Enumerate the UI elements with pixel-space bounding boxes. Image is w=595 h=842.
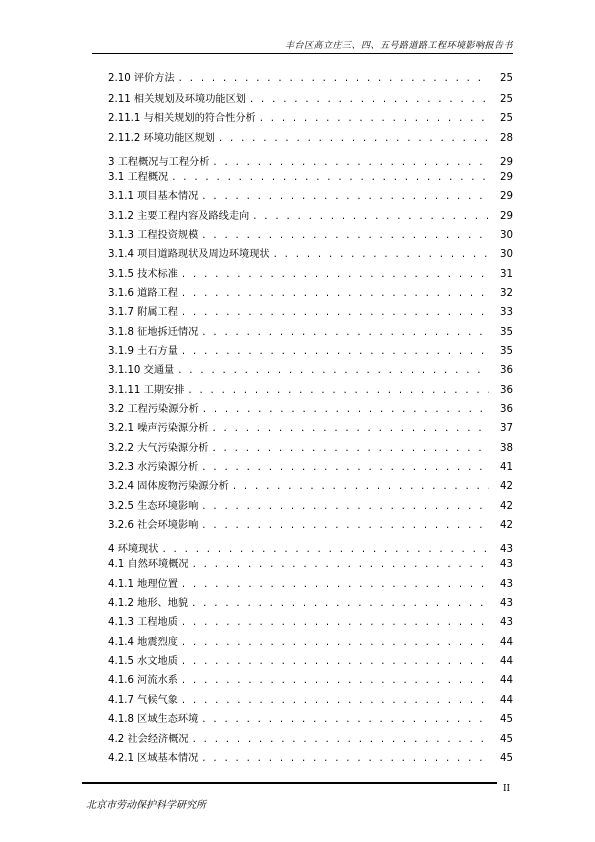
toc-entry-page: 44	[500, 675, 513, 686]
toc-entry-page: 42	[500, 520, 513, 531]
toc-leader-dots	[253, 210, 489, 224]
toc-entry-title: 3.1.2 主要工程内容及路线走向	[108, 211, 250, 222]
toc-leader-dots	[182, 616, 489, 630]
toc-entry-page: 35	[500, 327, 513, 338]
toc-leader-dots	[202, 713, 489, 727]
toc-entry[interactable]	[108, 112, 513, 126]
toc-entry-title: 3.2.2 大气污染源分析	[108, 443, 209, 454]
footer-organization: 北京市劳动保护科学研究所	[86, 800, 206, 811]
toc-entry-page: 42	[500, 501, 513, 512]
toc-entry[interactable]	[108, 229, 513, 243]
toc-entry-page: 32	[500, 288, 513, 299]
toc-entry[interactable]	[108, 190, 513, 204]
toc-leader-dots	[274, 248, 489, 262]
toc-entry-page: 43	[500, 598, 513, 609]
toc-entry-title: 3.1.4 项目道路现状及周边环境现状	[108, 249, 270, 260]
toc-leader-dots	[202, 752, 489, 766]
toc-entry-title: 3.2.3 水污染源分析	[108, 462, 199, 473]
toc-entry-page: 29	[500, 211, 513, 222]
toc-entry-title: 2.11 相关规划及环境功能区划	[108, 94, 246, 105]
toc-entry[interactable]	[108, 72, 513, 86]
toc-entry[interactable]	[108, 422, 513, 436]
toc-entry-title: 4.1.3 工程地质	[108, 617, 178, 628]
toc-leader-dots	[178, 364, 489, 378]
toc-entry[interactable]	[108, 268, 513, 282]
toc-entry-page: 36	[500, 404, 513, 415]
toc-entry[interactable]	[108, 558, 513, 572]
toc-entry-title: 2.11.1 与相关规划的符合性分析	[108, 113, 256, 124]
toc-entry[interactable]	[108, 384, 513, 398]
toc-leader-dots	[202, 519, 489, 533]
header-rule	[92, 53, 513, 54]
toc-entry-page: 29	[500, 191, 513, 202]
toc-entry-title: 4 环境现状	[108, 544, 159, 555]
toc-entry-title: 3.1.10 交通量	[108, 365, 175, 376]
toc-entry-page: 43	[500, 559, 513, 570]
toc-entry-page: 25	[500, 94, 513, 105]
toc-entry[interactable]	[108, 248, 513, 262]
toc-entry-title: 4.1.6 河流水系	[108, 675, 178, 686]
toc-leader-dots	[162, 543, 489, 557]
toc-entry[interactable]	[108, 306, 513, 320]
toc-leader-dots	[182, 655, 489, 669]
toc-entry-page: 33	[500, 307, 513, 318]
toc-entry-title: 4.2.1 区域基本情况	[108, 753, 199, 764]
toc-entry-title: 3.2.1 噪声污染源分析	[108, 423, 209, 434]
toc-entry-title: 3.2.4 固体废物污染源分析	[108, 481, 229, 492]
toc-leader-dots	[172, 171, 489, 185]
toc-entry-page: 31	[500, 269, 513, 280]
toc-leader-dots	[182, 287, 489, 301]
toc-entry-title: 2.11.2 环境功能区规划	[108, 133, 215, 144]
toc-leader-dots	[213, 156, 489, 170]
toc-entry-page: 45	[500, 714, 513, 725]
toc-entry[interactable]	[108, 345, 513, 359]
toc-leader-dots	[250, 93, 489, 107]
toc-entry-page: 25	[500, 113, 513, 124]
toc-entry-page: 35	[500, 346, 513, 357]
toc-entry[interactable]	[108, 480, 513, 494]
toc-entry[interactable]	[108, 616, 513, 630]
toc-entry[interactable]	[108, 210, 513, 224]
toc-entry[interactable]	[108, 519, 513, 533]
toc-entry-page: 29	[500, 157, 513, 168]
toc-entry[interactable]	[108, 752, 513, 766]
toc-entry-page: 43	[500, 617, 513, 628]
toc-leader-dots	[182, 578, 489, 592]
toc-entry-title: 3 工程概况与工程分析	[108, 157, 210, 168]
toc-entry[interactable]	[108, 733, 513, 747]
toc-leader-dots	[260, 112, 489, 126]
toc-entry-page: 36	[500, 365, 513, 376]
toc-entry[interactable]	[108, 597, 513, 611]
toc-entry[interactable]	[108, 461, 513, 475]
toc-leader-dots	[202, 461, 489, 475]
toc-leader-dots	[212, 442, 489, 456]
toc-leader-dots	[182, 636, 489, 650]
toc-entry[interactable]	[108, 713, 513, 727]
toc-entry-title: 4.1 自然环境概况	[108, 559, 189, 570]
toc-entry[interactable]	[108, 636, 513, 650]
toc-entry-page: 25	[500, 73, 513, 84]
toc-entry-title: 3.1.8 征地拆迁情况	[108, 327, 199, 338]
toc-entry[interactable]	[108, 132, 513, 146]
toc-entry-title: 2.10 评价方法	[108, 73, 175, 84]
toc-leader-dots	[182, 674, 489, 688]
toc-entry-title: 3.1 工程概况	[108, 172, 169, 183]
toc-entry[interactable]	[108, 500, 513, 514]
toc-leader-dots	[193, 558, 489, 572]
toc-entry-page: 30	[500, 249, 513, 260]
toc-leader-dots	[233, 480, 489, 494]
toc-leader-dots	[182, 694, 489, 708]
toc-entry-title: 3.2.6 社会环境影响	[108, 520, 199, 531]
toc-entry[interactable]	[108, 171, 513, 185]
toc-leader-dots	[182, 306, 489, 320]
toc-entry-page: 43	[500, 579, 513, 590]
toc-leader-dots	[182, 268, 489, 282]
toc-entry-title: 3.1.9 土石方量	[108, 346, 178, 357]
toc-entry-page: 43	[500, 544, 513, 555]
toc-entry-page: 28	[500, 133, 513, 144]
toc-leader-dots	[202, 190, 489, 204]
toc-leader-dots	[203, 403, 489, 417]
toc-entry-title: 3.1.6 道路工程	[108, 288, 178, 299]
toc-entry-title: 4.1.4 地震烈度	[108, 637, 178, 648]
toc-entry-title: 4.2 社会经济概况	[108, 734, 189, 745]
toc-leader-dots	[202, 326, 489, 340]
toc-entry-title: 3.1.1 项目基本情况	[108, 191, 199, 202]
toc-leader-dots	[212, 422, 489, 436]
toc-entry[interactable]	[108, 578, 513, 592]
toc-entry[interactable]	[108, 326, 513, 340]
toc-entry-page: 44	[500, 695, 513, 706]
toc-entry-page: 30	[500, 230, 513, 241]
toc-entry[interactable]	[108, 287, 513, 301]
toc-entry-title: 4.1.5 水文地质	[108, 656, 178, 667]
toc-leader-dots	[179, 72, 489, 86]
toc-entry-title: 3.2 工程污染源分析	[108, 404, 199, 415]
toc-entry-page: 44	[500, 637, 513, 648]
toc-entry-title: 4.1.7 气候气象	[108, 695, 178, 706]
toc-entry[interactable]	[108, 674, 513, 688]
toc-entry-title: 3.2.5 生态环境影响	[108, 501, 199, 512]
toc-entry[interactable]	[108, 694, 513, 708]
toc-entry-title: 4.1.2 地形、地貌	[108, 598, 189, 609]
toc-entry[interactable]	[108, 93, 513, 107]
toc-leader-dots	[219, 132, 489, 146]
toc-entry[interactable]	[108, 403, 513, 417]
toc-entry-page: 45	[500, 734, 513, 745]
toc-entry-page: 38	[500, 443, 513, 454]
toc-entry-page: 37	[500, 423, 513, 434]
toc-entry-page: 42	[500, 481, 513, 492]
toc-leader-dots	[202, 229, 489, 243]
toc-entry[interactable]	[108, 442, 513, 456]
toc-leader-dots	[202, 500, 489, 514]
toc-leader-dots	[193, 733, 489, 747]
toc-entry[interactable]	[108, 156, 513, 170]
footer-rule	[82, 782, 497, 784]
toc-entry-page: 29	[500, 172, 513, 183]
toc-entry-title: 3.1.11 工期安排	[108, 385, 185, 396]
page-number: II	[503, 784, 511, 794]
running-header: 丰台区高立庄三、四、五号路道路工程环境影响报告书	[284, 41, 513, 51]
toc-entry-title: 4.1.8 区域生态环境	[108, 714, 199, 725]
toc-leader-dots	[188, 384, 489, 398]
toc-entry-title: 3.1.7 附属工程	[108, 307, 178, 318]
toc-entry-title: 3.1.5 技术标准	[108, 269, 178, 280]
toc-entry-title: 4.1.1 地理位置	[108, 579, 178, 590]
toc-entry[interactable]	[108, 655, 513, 669]
toc-entry-page: 36	[500, 385, 513, 396]
toc-leader-dots	[192, 597, 489, 611]
toc-leader-dots	[182, 345, 489, 359]
toc-entry-page: 41	[500, 462, 513, 473]
toc-entry-page: 45	[500, 753, 513, 764]
toc-entry-title: 3.1.3 工程投资规模	[108, 230, 199, 241]
toc-entry-page: 44	[500, 656, 513, 667]
toc-entry[interactable]	[108, 543, 513, 557]
toc-entry[interactable]	[108, 364, 513, 378]
